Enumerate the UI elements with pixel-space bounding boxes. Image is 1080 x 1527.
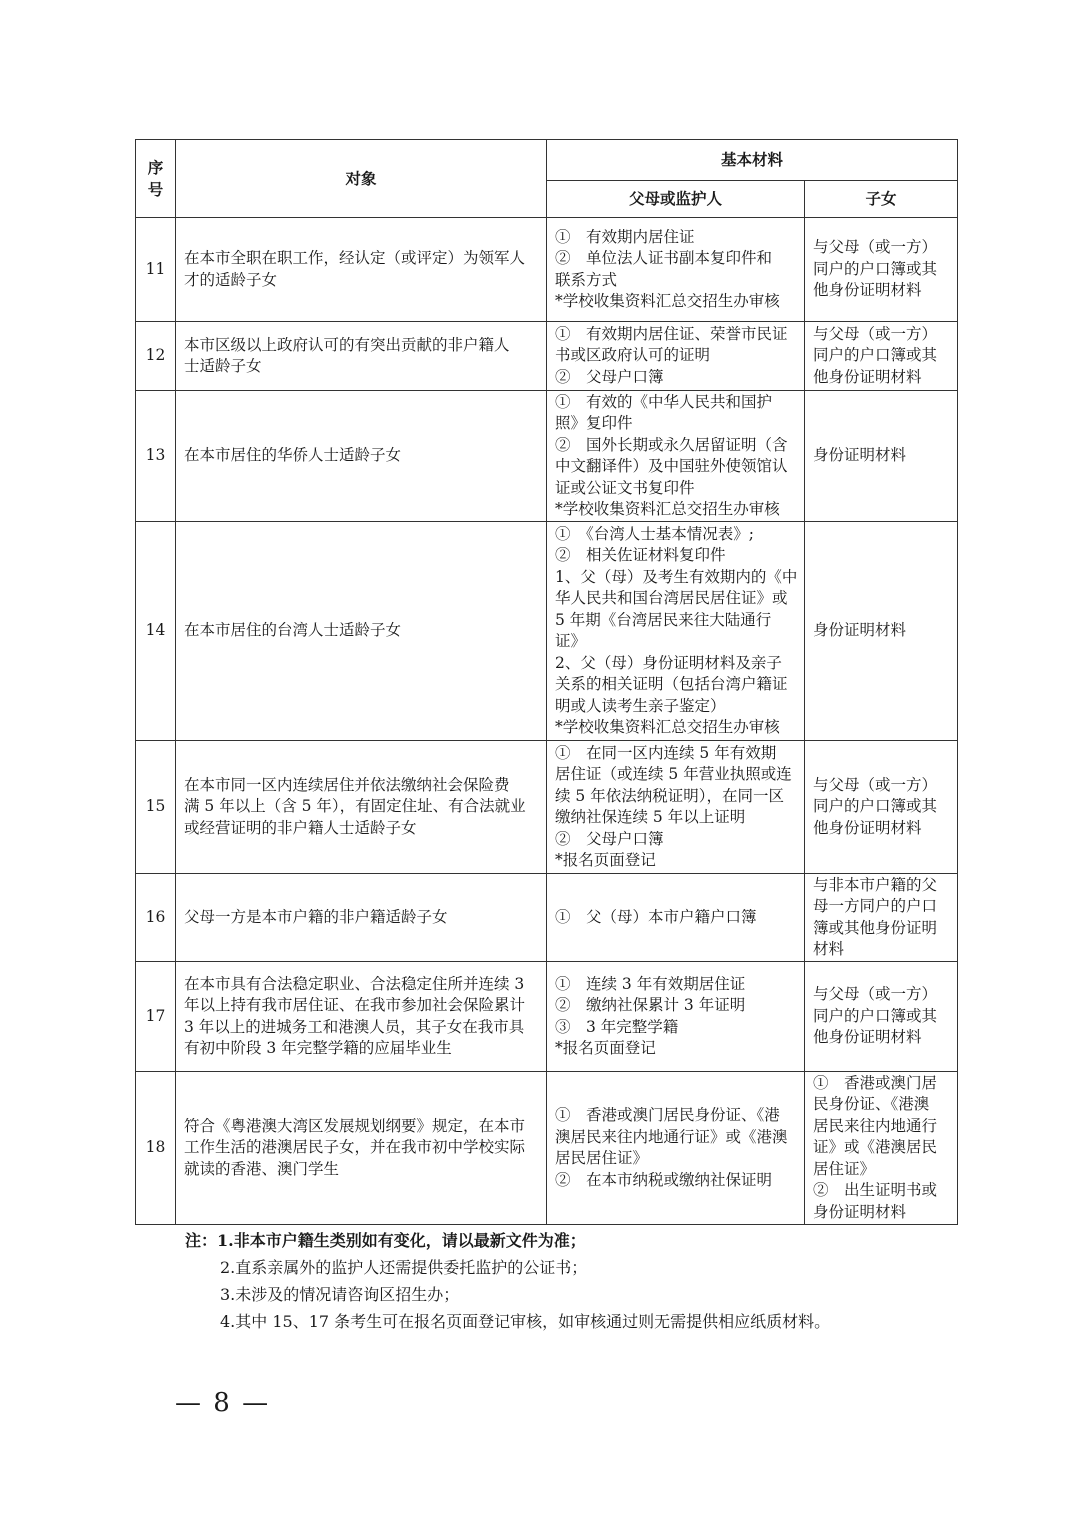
row-children-materials: ① 香港或澳门居 民身份证、《港澳 居民来往内地通行 证》或《港澳居民 居住证》 ② 出生证明书或 身份证明材料 bbox=[805, 1072, 958, 1225]
row-children-materials: 与父母（或一方） 同户的户口簿或其 他身份证明材料 bbox=[805, 741, 958, 874]
row-parents-materials: ① 有效期内居住证、荣誉市民证 书或区政府认可的证明 ② 父母户口簿 bbox=[547, 322, 805, 391]
table-row bbox=[136, 522, 958, 741]
header-children: 子女 bbox=[805, 181, 958, 218]
row-target: 在本市同一区内连续居住并依法缴纳社会保险费 满 5 年以上（含 5 年），有固定住址、有合法就业 或经营证明的非户籍人士适龄子女 bbox=[176, 741, 547, 874]
header-row-1 bbox=[136, 140, 958, 181]
header-seq-no: 序 号 bbox=[136, 140, 176, 218]
row-children-materials: 与父母（或一方） 同户的户口簿或其 他身份证明材料 bbox=[805, 962, 958, 1072]
row-target: 符合《粤港澳大湾区发展规划纲要》规定，在本市 工作生活的港澳居民子女，并在我市初中学校实际 就读的香港、澳门学生 bbox=[176, 1072, 547, 1225]
table-row bbox=[136, 874, 958, 962]
row-number: 15 bbox=[136, 741, 176, 874]
row-parents-materials: ① 在同一区内连续 5 年有效期 居住证（或连续 5 年营业执照或连 续 5 年依法纳税证明），在同一区 缴纳社保连续 5 年以上证明 ② 父母户口簿 *报名页面登记 bbox=[547, 741, 805, 874]
header-target: 对象 bbox=[176, 140, 547, 218]
row-parents-materials: ① 香港或澳门居民身份证、《港 澳居民来往内地通行证》或《港澳 居民居住证》 ② 在本市纳税或缴纳社保证明 bbox=[547, 1072, 805, 1225]
row-target: 在本市居住的台湾人士适龄子女 bbox=[176, 522, 547, 741]
row-target: 本市区级以上政府认可的有突出贡献的非户籍人 士适龄子女 bbox=[176, 322, 547, 391]
row-number: 16 bbox=[136, 874, 176, 962]
row-children-materials: 与父母（或一方） 同户的户口簿或其 他身份证明材料 bbox=[805, 218, 958, 322]
row-parents-materials: ① 连续 3 年有效期居住证 ② 缴纳社保累计 3 年证明 ③ 3 年完整学籍 *报名页面登记 bbox=[547, 962, 805, 1072]
header-basic-materials: 基本材料 bbox=[547, 140, 958, 181]
table-row bbox=[136, 322, 958, 391]
table-row bbox=[136, 741, 958, 874]
row-target: 在本市具有合法稳定职业、合法稳定住所并连续 3 年以上持有我市居住证、在我市参加社会保险累计 3 年以上的进城务工和港澳人员，其子女在我市具 有初中阶段 3 年完整学籍的应届毕业生 bbox=[176, 962, 547, 1072]
row-parents-materials: ① 父（母）本市户籍户口簿 bbox=[547, 874, 805, 962]
row-target: 在本市居住的华侨人士适龄子女 bbox=[176, 391, 547, 522]
row-number: 12 bbox=[136, 322, 176, 391]
row-target: 父母一方是本市户籍的非户籍适龄子女 bbox=[176, 874, 547, 962]
row-parents-materials: ① 有效期内居住证 ② 单位法人证书副本复印件和 联系方式 *学校收集资料汇总交招生办审核 bbox=[547, 218, 805, 322]
row-number: 14 bbox=[136, 522, 176, 741]
row-parents-materials: ① 有效的《中华人民共和国护 照》复印件 ② 国外长期或永久居留证明（含 中文翻译件）及中国驻外使领馆认 证或公证文书复印件 *学校收集资料汇总交招生办审核 bbox=[547, 391, 805, 522]
table-row bbox=[136, 218, 958, 322]
row-children-materials: 身份证明材料 bbox=[805, 391, 958, 522]
table-row bbox=[136, 391, 958, 522]
row-number: 17 bbox=[136, 962, 176, 1072]
materials-table bbox=[135, 139, 958, 1225]
row-number: 13 bbox=[136, 391, 176, 522]
table-row bbox=[136, 1072, 958, 1225]
row-target: 在本市全职在职工作，经认定（或评定）为领军人 才的适龄子女 bbox=[176, 218, 547, 322]
page-number: — 8 — bbox=[175, 1388, 271, 1418]
note-4: 4.其中 15、17 条考生可在报名页面登记审核，如审核通过则无需提供相应纸质材料。 bbox=[220, 1312, 831, 1331]
header-parents: 父母或监护人 bbox=[547, 181, 805, 218]
note-2: 2.直系亲属外的监护人还需提供委托监护的公证书； bbox=[220, 1258, 588, 1277]
row-number: 18 bbox=[136, 1072, 176, 1225]
table-row bbox=[136, 962, 958, 1072]
row-parents-materials: ① 《台湾人士基本情况表》; ② 相关佐证材料复印件 1、父（母）及考生有效期内的《中 华人民共和国台湾居民居住证》或 5 年期《台湾居民来往大陆通行 证》 2、父（母）身份证明材料及亲子 关系的相关证明（包括台湾户籍证 明或人读考生亲子鉴定） *学校收集资料汇总交招生办审核 bbox=[547, 522, 805, 741]
row-children-materials: 与父母（或一方） 同户的户口簿或其 他身份证明材料 bbox=[805, 322, 958, 391]
row-children-materials: 与非本市户籍的父 母一方同户的户口 簿或其他身份证明 材料 bbox=[805, 874, 958, 962]
note-1: 注：1.非本市户籍生类别如有变化，请以最新文件为准； bbox=[185, 1231, 586, 1250]
row-number: 11 bbox=[136, 218, 176, 322]
notes bbox=[185, 1227, 830, 1335]
note-3: 3.未涉及的情况请咨询区招生办； bbox=[220, 1285, 460, 1304]
row-children-materials: 身份证明材料 bbox=[805, 522, 958, 741]
